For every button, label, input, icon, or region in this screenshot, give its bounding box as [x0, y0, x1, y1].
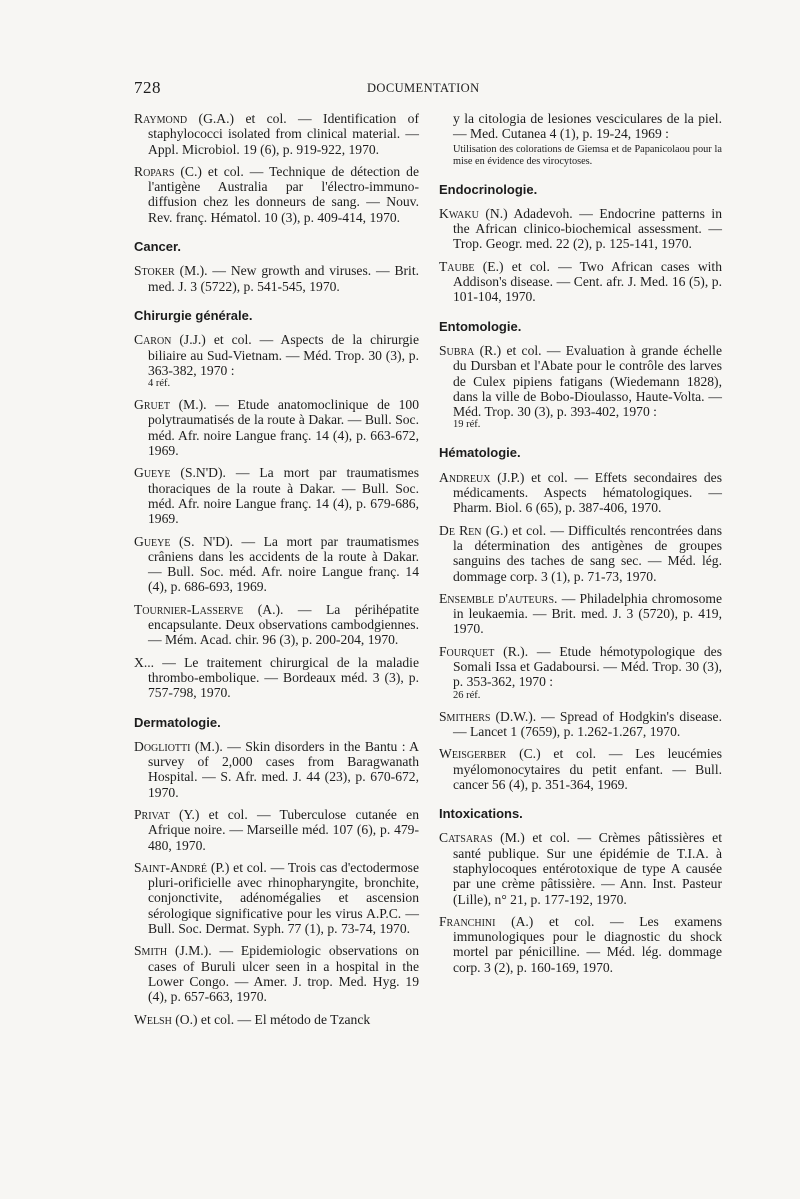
entry-author: Taube [439, 258, 475, 274]
continued-entry-text: y la citologia de lesiones vesciculares de la piel. — Med. Cutanea 4 (1), p. 19-24, 1969 : [453, 111, 722, 142]
bibliography-entry [439, 591, 722, 637]
entry-text: X... — Le traitement chirurgical de la maladie thrombo-embolique. — Bordeaux méd. 3 (3), p. 757-798, 1970. [134, 654, 419, 701]
bibliography-entry [439, 830, 722, 906]
entry-author: Smithers [439, 708, 491, 724]
section-heading: Cancer. [134, 239, 181, 255]
bibliography-entry [439, 709, 722, 740]
bibliography-entry [439, 523, 722, 584]
entry-text: (R.). — Etude hémotypologique des Somali Issa et Gadaboursi. — Méd. Trop. 30 (3), p. 353-362, 1970 : [453, 643, 722, 690]
entry-text: (G.) et col. — Difficultés rencontrées dans la détermination des antigènes de groupes sanguins des taches de sang sec. — Méd. lég. dommage corp. 3 (1), p. 71-73, 1970. [453, 522, 722, 584]
entry-author: De Ren [439, 522, 482, 538]
bibliography-entry [134, 332, 419, 390]
entry-author: Raymond [134, 111, 188, 126]
left-column [134, 111, 419, 1034]
section-heading: Hématologie. [439, 445, 521, 461]
entry-text: (Y.) et col. — Tuberculose cutanée en Afrique noire. — Marseille méd. 107 (6), p. 479-480, 1970. [148, 806, 419, 853]
bibliography-entry [439, 259, 722, 305]
entry-text: (G.A.) et col. — Identification of staphylococci isolated from clinical material. — Appl. Microbiol. 19 (6), p. 919-922, 1970. [148, 111, 419, 157]
entry-text: (S. N'D). — La mort par traumatismes crâniens dans les accidents de la route à Dakar. — Bull. Soc. méd. Afr. noire Langue franç. 14 (4), p. 686-693, 1969. [148, 533, 419, 595]
entry-text: (C.) et col. — Technique de détection de l'antigène Australia par l'électro-immuno-diffusion chez les donneurs de sang. — Nouv. Rev. franç. Hématol. 10 (3), p. 409-414, 1970. [148, 163, 419, 225]
entry-author: Smith [134, 943, 168, 959]
entry-author: Stoker [134, 263, 175, 279]
entry-text: (O.) et col. — El método de Tzanck [171, 1011, 371, 1027]
entry-author: Subra [439, 342, 475, 358]
entry-text: (P.) et col. — Trois cas d'ectodermose pluri-orificielle avec rhinopharyngite, bronchite, conjonctivite, adénomégalies et ascension sérologique significative pour les virus A.P.C. — Bull. Soc. Dermat. Syph. 77 (1), p. 73-74, 1970. [148, 859, 419, 937]
bibliography-entry [134, 655, 419, 701]
entry-text: (J.P.) et col. — Effets secondaires des médicaments. Aspects hématologiques. — Pharm. Biol. 6 (65), p. 387-406, 1970. [453, 469, 722, 516]
entry-author: Gueye [134, 533, 171, 549]
entry-note: 26 réf. [453, 689, 481, 701]
bibliography-entry [439, 470, 722, 516]
entry-text: (N.) Adadevoh. — Endocrine patterns in the African clinico-biochemical assessment. — Trop. Geogr. med. 22 (2), p. 125-141, 1970. [453, 205, 722, 252]
section-heading: Chirurgie générale. [134, 307, 253, 323]
entry-text: (R.) et col. — Evaluation à grande échelle du Dursban et l'Abate pour le contrôle des larves de Culex pipiens fatigans (Wiedemann 1828), dans la ville de Bobo-Dioulasso, Haute-Volta. — Méd. Trop. 30 (3), p. 393-402, 1970 : [453, 342, 722, 420]
entry-text: (M.). — Etude anatomoclinique de 100 polytraumatisés de la route à Dakar. — Bull. Soc. méd. Afr. noire Langue franç. 14 (4), p. 663-672, 1969. [148, 397, 419, 459]
entry-author: Caron [134, 332, 172, 348]
entry-text: (J.J.) et col. — Aspects de la chirurgie biliaire au Sud-Vietnam. — Méd. Trop. 30 (3), p. 363-382, 1970 : [148, 332, 419, 378]
bibliography-entry [134, 465, 419, 526]
bibliography-entry [134, 943, 419, 1004]
running-head: DOCUMENTATION [367, 81, 480, 95]
entry-author: Andreux [439, 469, 491, 485]
bibliography-entry [439, 206, 722, 252]
entry-author: Gueye [134, 465, 171, 481]
bibliography-entry [134, 807, 419, 853]
bibliography-entry [134, 1012, 419, 1027]
section-heading: Endocrinologie. [439, 181, 538, 197]
bibliography-entry [439, 644, 722, 702]
entry-note: 4 réf. [148, 378, 171, 390]
entry-text: (M.). — New growth and viruses. — Brit. med. J. 3 (5722), p. 541-545, 1970. [148, 263, 419, 294]
section-heading: Dermatologie. [134, 714, 221, 730]
entry-note: Utilisation des colorations de Giemsa et de Papanicolaou pour la mise en évidence des virocytoses. [453, 143, 722, 167]
section-heading: Entomologie. [439, 318, 522, 334]
entry-text: (J.M.). — Epidemiologic observations on cases of Buruli ulcer seen in a hospital in the Lower Congo. — Amer. J. trop. Med. Hyg. 19 (4), p. 657-663, 1970. [148, 943, 419, 1005]
entry-author: Tournier-Lasserve [134, 601, 244, 617]
entry-text: (D.W.). — Spread of Hodgkin's disease. — Lancet 1 (7659), p. 1.262-1.267, 1970. [453, 708, 722, 739]
entry-author: Saint-André [134, 859, 208, 875]
entry-text: (C.) et col. — Les leucémies myélomonocytaires du petit enfant. — Bull. cancer 56 (4), p. 351-364, 1969. [453, 746, 722, 792]
section-heading: Intoxications. [439, 806, 523, 822]
entry-author: Weisgerber [439, 746, 507, 762]
entry-author: Ensemble d'auteurs [439, 590, 555, 606]
entry-author: Kwaku [439, 205, 479, 221]
bibliography-entry [439, 343, 722, 431]
entry-text: (E.) et col. — Two African cases with Addison's disease. — Cent. afr. J. Med. 16 (5), p. 101-104, 1970. [453, 258, 722, 305]
entry-author: Ropars [134, 163, 175, 179]
bibliography-entry [439, 914, 722, 975]
bibliography-entry [439, 746, 722, 792]
entry-text: . — Philadelphia chromosome in leukaemia. — Brit. med. J. 3 (5720), p. 419, 1970. [453, 590, 722, 637]
page-number: 728 [134, 78, 161, 97]
entry-author: Franchini [439, 913, 496, 929]
bibliography-entry [134, 739, 419, 800]
bibliography-entry [134, 164, 419, 225]
bibliography-entry [134, 860, 419, 936]
entry-author: Fourquet [439, 643, 495, 659]
bibliography-entry [134, 263, 419, 294]
entry-author: Privat [134, 806, 170, 822]
entry-author: Dogliotti [134, 738, 191, 754]
entry-text: (M.). — Skin disorders in the Bantu : A survey of 2,000 cases from Baragwanath Hospital. — S. Afr. med. J. 44 (23), p. 670-672, 1970. [148, 738, 419, 800]
entry-note: 19 réf. [453, 419, 481, 431]
entry-text: (A.). — La périhépatite encapsulante. Deux observations cambodgiennes. — Mém. Acad. chir. 96 (3), p. 200-204, 1970. [148, 601, 419, 648]
entry-author: Catsaras [439, 830, 493, 846]
bibliography-entry [134, 397, 419, 458]
entry-text: (S.N'D). — La mort par traumatismes thoraciques de la route à Dakar. — Bull. Soc. méd. Afr. noire Langue franç. 14 (4), p. 679-686, 1969. [148, 465, 419, 527]
entry-text: (A.) et col. — Les examens immunologiques pour le diagnostic du shock mortel par pénicilline. — Méd. lég. dommage corp. 3 (2), p. 160-169, 1970. [453, 913, 722, 975]
bibliography-entry [134, 602, 419, 648]
bibliography-entry [134, 534, 419, 595]
entry-author: Welsh [134, 1011, 172, 1027]
bibliography-entry [134, 111, 419, 157]
entry-text: (M.) et col. — Crèmes pâtissières et santé publique. Sur une épidémie de T.I.A. à staphylocoques entérotoxique de type A causée par une crème pâtissière. — Ann. Inst. Pasteur (Lille), n° 21, p. 177-192, 1970. [453, 830, 722, 907]
right-column [439, 111, 722, 982]
entry-author: Gruet [134, 397, 170, 413]
